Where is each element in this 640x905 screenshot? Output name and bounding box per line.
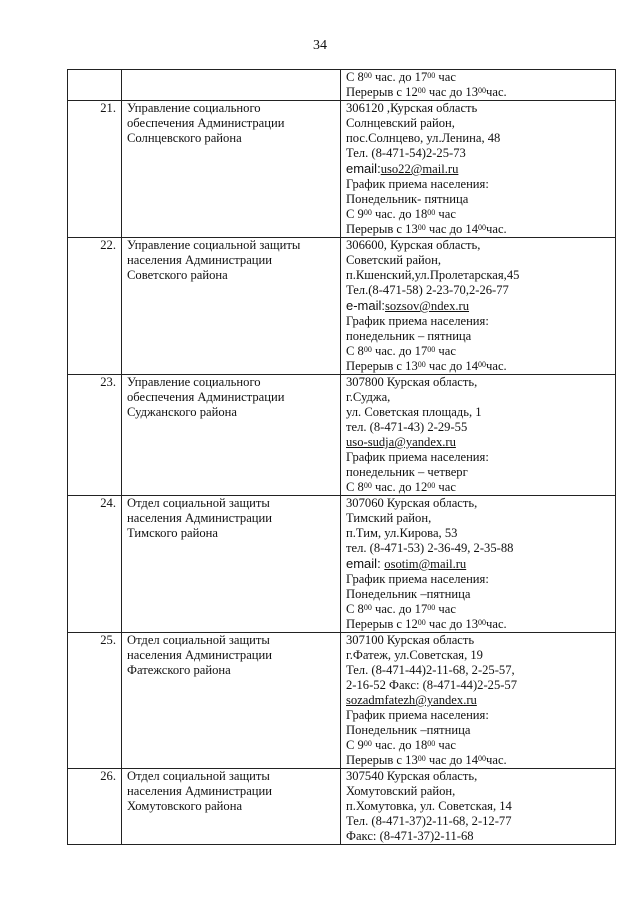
organization-name-line: обеспечения Администрации <box>127 116 285 130</box>
row-number-cell: 26. <box>68 769 122 845</box>
email-label: e-mail: <box>346 298 386 313</box>
address-line: Советский район, <box>346 253 441 267</box>
organization-name-line: Суджанского района <box>127 405 237 419</box>
row-number-cell: 25. <box>68 633 122 769</box>
address-line: 307800 Курская область, <box>346 375 478 389</box>
schedule-line: Перерыв с $13^{00}$ час до $14^{00}час$. <box>346 222 507 236</box>
organization-name-line: Управление социального <box>127 375 261 389</box>
schedule-title-line: понедельник – пятница <box>346 329 472 343</box>
schedule-line: С $8^{00}$ час. до $12^{00}$ час <box>346 480 456 494</box>
organization-cell <box>122 375 341 496</box>
social-services-table <box>67 69 616 845</box>
email-line <box>346 161 615 177</box>
address-line: 307100 Курская область <box>346 633 475 647</box>
contact-cell <box>341 496 616 633</box>
schedule-title-line: Понедельник –пятница <box>346 723 471 737</box>
email-label: email: <box>346 161 381 176</box>
organization-name-line: Отдел социальной защиты <box>127 496 270 510</box>
organization-name-line: населения Администрации <box>127 648 273 662</box>
organization-cell <box>122 496 341 633</box>
address-line: г.Суджа, <box>346 390 391 404</box>
address-line: п.Тим, ул.Кирова, 53 <box>346 526 458 540</box>
organization-name-line: Отдел социальной защиты <box>127 769 270 783</box>
organization-name-line: населения Администрации <box>127 784 273 798</box>
schedule-line: С $8^{00}$ час. до $17^{00}$ час <box>346 602 456 616</box>
address-line: Тел.(8-471-58) 2-23-70,2-26-77 <box>346 283 509 297</box>
contact-cell <box>341 70 616 101</box>
schedule-line: Перерыв с $13^{00}$ час до $14^{00}час$. <box>346 753 507 767</box>
organization-cell <box>122 633 341 769</box>
contact-cell <box>341 101 616 238</box>
address-line: г.Фатеж, ул.Советская, 19 <box>346 648 483 662</box>
organization-cell <box>122 238 341 375</box>
organization-name-line: Советского района <box>127 268 228 282</box>
contact-cell <box>341 769 616 845</box>
table-row <box>68 496 616 633</box>
table-row <box>68 101 616 238</box>
address-line: 306600, Курская область, <box>346 238 481 252</box>
schedule-line: С $9^{00}$ час. до $18^{00}$ час <box>346 738 456 752</box>
address-line: ул. Советская площадь, 1 <box>346 405 482 419</box>
organization-cell <box>122 70 341 101</box>
row-number-cell: 23. <box>68 375 122 496</box>
table-row <box>68 375 616 496</box>
organization-name-line: обеспечения Администрации <box>127 390 285 404</box>
email-link[interactable]: sozadmfatezh@yandex.ru <box>346 693 477 707</box>
organization-name-line: Отдел социальной защиты <box>127 633 270 647</box>
address-line: Факс: (8-471-37)2-11-68 <box>346 829 474 843</box>
address-line: п.Кшенский,ул.Пролетарская,45 <box>346 268 520 282</box>
schedule-title-line: Понедельник- пятница <box>346 192 469 206</box>
row-number-cell <box>68 70 122 101</box>
address-line: Хомутовский район, <box>346 784 456 798</box>
address-line: 307540 Курская область, <box>346 769 478 783</box>
email-link[interactable]: uso-sudja@yandex.ru <box>346 435 456 449</box>
schedule-title-line: График приема населения: <box>346 708 489 722</box>
schedule-title-line: График приема населения: <box>346 572 489 586</box>
table-row <box>68 769 616 845</box>
organization-name-line: населения Администрации <box>127 511 273 525</box>
address-line: 307060 Курская область, <box>346 496 478 510</box>
schedule-line: Перерыв с $13^{00}$ час до $14^{00}час$. <box>346 359 507 373</box>
organization-name-line: Хомутовского района <box>127 799 243 813</box>
organization-name-line: Фатежского района <box>127 663 231 677</box>
schedule-line: Перерыв с $12^{00}$ час до $13^{00}час$. <box>346 85 507 99</box>
organization-cell <box>122 769 341 845</box>
address-line: 306120 ,Курская область <box>346 101 478 115</box>
address-line: Солнцевский район, <box>346 116 455 130</box>
email-link[interactable]: sozsov@ndex.ru <box>385 299 470 313</box>
address-line: Тел. (8-471-44)2-11-68, 2-25-57, <box>346 663 515 677</box>
organization-cell <box>122 101 341 238</box>
page-number: 34 <box>313 38 327 53</box>
address-line: Тимский район, <box>346 511 432 525</box>
email-label: email: <box>346 556 385 571</box>
table-row <box>68 70 616 101</box>
schedule-line: С $8^{00}$ час. до $17^{00}$ час <box>346 70 456 84</box>
schedule-line: Перерыв с $12^{00}$ час до $13^{00}час$. <box>346 617 507 631</box>
contact-cell <box>341 375 616 496</box>
address-line: тел. (8-471-43) 2-29-55 <box>346 420 468 434</box>
row-number-cell: 24. <box>68 496 122 633</box>
schedule-line: С $8^{00}$ час. до $17^{00}$ час <box>346 344 456 358</box>
address-line: 2-16-52 Факс: (8-471-44)2-25-57 <box>346 678 518 692</box>
email-line <box>346 693 615 708</box>
table-row <box>68 238 616 375</box>
address-line: Тел. (8-471-37)2-11-68, 2-12-77 <box>346 814 512 828</box>
email-line <box>346 435 615 450</box>
address-line: пос.Солнцево, ул.Ленина, 48 <box>346 131 501 145</box>
email-link[interactable]: uso22@mail.ru <box>380 162 459 176</box>
schedule-title-line: График приема населения: <box>346 450 489 464</box>
schedule-line: С $9^{00}$ час. до $18^{00}$ час <box>346 207 456 221</box>
address-line: п.Хомутовка, ул. Советская, 14 <box>346 799 512 813</box>
schedule-title-line: понедельник – четверг <box>346 465 468 479</box>
address-line: тел. (8-471-53) 2-36-49, 2-35-88 <box>346 541 514 555</box>
schedule-title-line: Понедельник –пятница <box>346 587 471 601</box>
organization-name-line: Тимского района <box>127 526 219 540</box>
email-line <box>346 298 615 314</box>
contact-cell <box>341 238 616 375</box>
address-line: Тел. (8-471-54)2-25-73 <box>346 146 466 160</box>
table-row <box>68 633 616 769</box>
contact-cell <box>341 633 616 769</box>
organization-name-line: Солнцевского района <box>127 131 242 145</box>
schedule-title-line: График приема населения: <box>346 314 489 328</box>
email-line <box>346 556 615 572</box>
schedule-title-line: График приема населения: <box>346 177 489 191</box>
row-number-cell: 22. <box>68 238 122 375</box>
organization-name-line: Управление социального <box>127 101 261 115</box>
organization-name-line: Управление социальной защиты <box>127 238 301 252</box>
row-number-cell: 21. <box>68 101 122 238</box>
organization-name-line: населения Администрации <box>127 253 273 267</box>
email-link[interactable]: osotim@mail.ru <box>384 557 467 571</box>
